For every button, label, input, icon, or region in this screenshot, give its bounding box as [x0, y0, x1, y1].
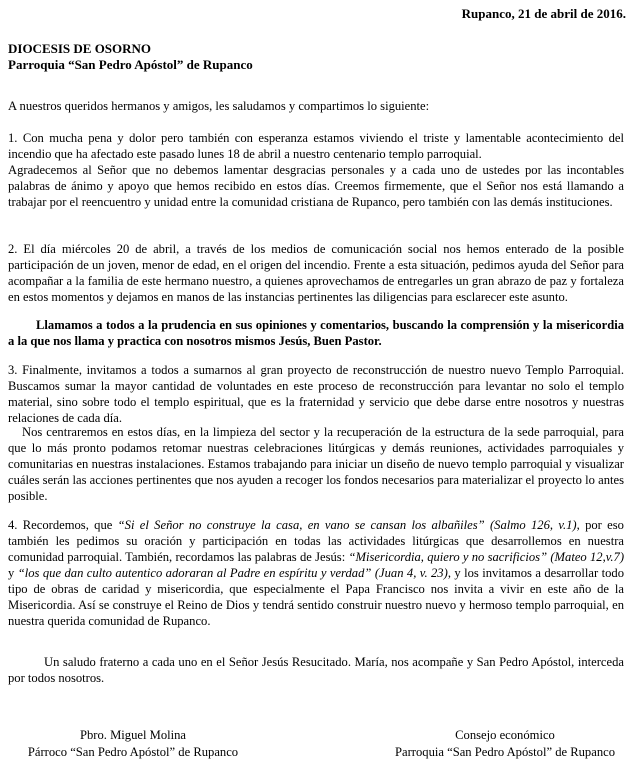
p4-text-2: , por eso también les pedimos su oración y participación en todas las actividades litúrgicas que desarrollemos en nuestra comunidad parroquial. También, recordamos las palabras de Jesús: [8, 518, 624, 564]
signature-right [380, 727, 630, 761]
paragraph-4 [8, 517, 624, 629]
diocese-heading: DIOCESIS DE OSORNO [8, 41, 152, 56]
p4-quote-mateo: “Misericordia, quiero y no sacrificios” (Mateo 12,v.7) [348, 550, 625, 564]
signature-left-name: Pbro. Miguel Molina [80, 728, 186, 742]
paragraph-3a: 3. Finalmente, invitamos a todos a sumarnos al gran proyecto de reconstrucción de nuestro nuevo Templo Parroquial. Buscamos sumar la mayor cantidad de voluntades en este proceso de reconstrucción para levantar no solo el templo material, sino sobre todo el templo espiritual, que es la fraternidad y servicio que debe darse entre nosotros y nuestras relaciones de cada día. [8, 363, 624, 425]
signature-left [8, 727, 258, 761]
p4-text-4: , y los invitamos a desarrollar todo tipo de obras de caridad y misericordia, que especialmente el Papa Francisco nos invita a vivir en este año de la Misericordia. Así se construye el Reino de Dios y tendrá sentido construir nuestro nuevo y hermoso templo parroquial, en nuestra querida comunidad de Rupanco. [8, 566, 625, 628]
paragraph-1b: Agradecemos al Señor que no debemos lamentar desgracias personales y a cada uno de ustedes por las incontables palabras de ánimo y apoyo que hemos recibido en estos días. Creemos firmemente, que el Señor nos está llamando a trabajar por el reencuentro y unidad entre la comunidad cristiana de Rupanco, pero también con las demás instituciones. [8, 163, 624, 209]
p4-text-1: 4. Recordemos, que [8, 518, 118, 532]
signature-right-name: Consejo económico [455, 728, 555, 742]
paragraph-3b: Nos centraremos en estos días, en la limpieza del sector y la recuperación de la estructura de la sede parroquial, para que lo más pronto podamos retomar nuestras celebraciones litúrgicas y demás reuniones, actividades parroquiales y comunitarias en nuestras instalaciones. Estamos trabajando para iniciar un diseño de nuevo templo parroquial y visualizar cuáles serán las acciones pertinentes que nos ayuden a recoger los fondos necesarios para materializar el proyecto lo antes posible. [8, 425, 624, 503]
signature-right-title: Parroquia “San Pedro Apóstol” de Rupanco [395, 745, 615, 759]
parish-heading: Parroquia “San Pedro Apóstol” de Rupanco [8, 57, 253, 72]
greeting: A nuestros queridos hermanos y amigos, les saludamos y compartimos lo siguiente: [8, 99, 430, 113]
closing-paragraph: Un saludo fraterno a cada uno en el Señor Jesús Resucitado. María, nos acompañe y San Pedro Apóstol, interceda por todos nosotros. [8, 655, 624, 685]
p4-text-3: y [8, 566, 18, 580]
letter-date: Rupanco, 21 de abril de 2016. [461, 6, 626, 21]
paragraph-1a: 1. Con mucha pena y dolor pero también con esperanza estamos viviendo el triste y lamentable acontecimiento del incendio que ha afectado este pasado lunes 18 de abril a nuestro centenario templo parroquial. [8, 131, 624, 161]
signature-left-title: Párroco “San Pedro Apóstol” de Rupanco [27, 745, 239, 759]
p4-quote-psalm: “Si el Señor no construye la casa, en vano se cansan los albañiles” (Salmo 126, v.1) [117, 518, 577, 532]
paragraph-2-bold: Llamamos a todos a la prudencia en sus opiniones y comentarios, buscando la comprensión y la misericordia a la que nos llama y practica con nosotros mismos Jesús, Buen Pastor. [8, 318, 624, 348]
p4-quote-juan: “los que dan culto autentico adoraran al Padre en espíritu y verdad” (Juan 4, v. 23) [17, 566, 448, 580]
paragraph-2: 2. El día miércoles 20 de abril, a través de los medios de comunicación social nos hemos enterado de la posible participación de un joven, menor de edad, en el origen del incendio. Frente a esta situación, pedimos ayuda del Señor para acompañar a la familia de este hermano nuestro, a quienes aprovechamos de entregarles un gran abrazo de paz y fortaleza en estos momentos y dejamos en manos de las instancias pertinentes las diligencias para esclarecer este asunto. [8, 242, 624, 304]
